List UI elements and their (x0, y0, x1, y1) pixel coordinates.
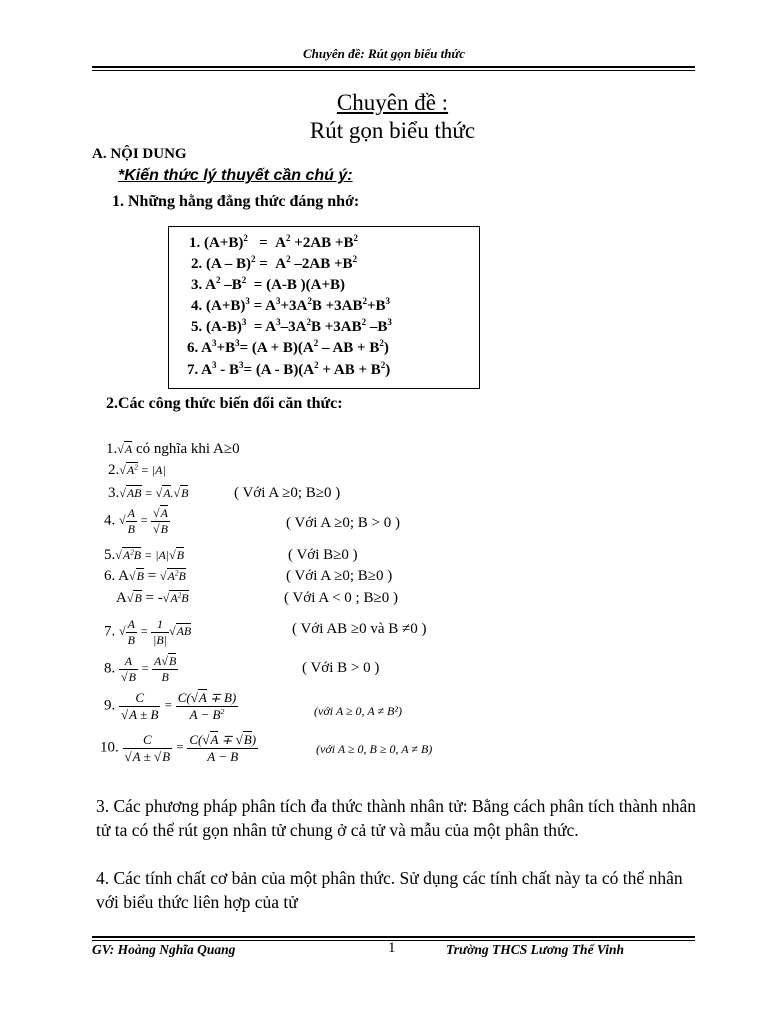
formula-7-condition: ( Với AB ≥0 và B ≠0 ) (292, 621, 427, 637)
footer-teacher: GV: Hoàng Nghĩa Quang (92, 942, 236, 957)
formula-6b-condition: ( Với A < 0 ; B≥0 ) (284, 590, 398, 606)
footer-rule (92, 936, 695, 938)
formula-10: 10. $\frac{C}{√A \pm √B}$ = $\frac{C(√A \mp √B)}{A - B}$ (100, 732, 257, 764)
formula-6b: $A√B = -√A^2B$ (116, 590, 189, 606)
identity-7: 7. $A^3 - B^3= (A - B)(A^2$ + AB + $B^2$) (187, 360, 391, 378)
identity-5: 5. $(A-B)^3 = A^3-3A^2B +3AB^2$ $-B^3$ (191, 317, 392, 335)
formula-3-condition: ( Với A ≥0; B≥0 ) (234, 485, 341, 501)
identity-1: 1. $(A+B)^2 = A^2 +2AB +B^2$ (189, 233, 358, 251)
page-number: 1 (388, 940, 396, 956)
page-title: Chuyên đề : (336, 90, 449, 115)
formula-6a-condition: ( Với A ≥0; B≥0 ) (286, 568, 393, 584)
header-rule-thin (92, 70, 695, 71)
formula-7: 7. √ $\frac{A}{B}$ = $\frac{1}{|B|}$ √AB (104, 617, 192, 647)
footer-school: Trường THCS Lương Thế Vinh (446, 942, 624, 957)
formula-4: 4. √ $\frac{A}{B}$ = $\frac{√A}{√B}$ (104, 506, 168, 536)
identity-4: 4. $(A+B)^3 = A^3+3A^2B +3AB^2+B^3$ (191, 296, 391, 314)
paragraph-3: 3. Các phương pháp phân tích đa thức thành nhân tử: Bằng cách phân tích thành nhân tử ta có thể rút gọn nhân tử chung ở cả tử và mẫu của một phân thức. (96, 796, 696, 840)
identity-3: 3. $A^2$ $-B^2 = (A-B$ )(A+B) (191, 275, 346, 293)
page-subtitle: Rút gọn biểu thức (309, 118, 476, 143)
formula-4-condition: ( Với A ≥0; B > 0 ) (286, 515, 400, 531)
formula-8-condition: ( Với B > 0 ) (302, 660, 380, 676)
formula-9: 9. $\frac{C}{√A \pm B}$ = $\frac{C(√A \mp B)}{A - B^2}$ (104, 690, 237, 722)
radical-formulas-heading: 2.Các công thức biến đổi căn thức: (106, 395, 343, 412)
identities-heading: 1. Những hằng đẳng thức đáng nhớ: (112, 193, 360, 210)
formula-1: 1.√A có nghĩa khi A≥0 (106, 441, 240, 457)
formula-3: 3.√AB = √A.√B (108, 485, 189, 501)
theory-heading: *Kiến thức lý thuyết cần chú ý: (118, 167, 353, 184)
running-header: Chuyên đề: Rút gọn biểu thức (302, 46, 465, 61)
formula-5-condition: ( Với B≥0 ) (288, 547, 358, 563)
paragraph-4: 4. Các tính chất cơ bản của một phân thức. Sử dụng các tính chất này ta có thể nhân với biểu thức liên hợp của tử (96, 868, 683, 912)
identities-box (168, 226, 480, 389)
formula-8: 8. $\frac{A}{√B}$ = $\frac{A√B}{B}$ (104, 654, 177, 684)
formula-5: $5.√A^2B = |A|√B$ (104, 547, 185, 563)
formula-9-condition: (với A ≥ 0, A ≠ B²) (314, 704, 402, 718)
formula-10-condition: (với A ≥ 0, B ≥ 0, A ≠ B) (316, 742, 433, 756)
formula-6a: 6. $A√B = √A^2B$ (104, 568, 186, 584)
formula-2: $2.√A^2 = |A|$ (108, 462, 166, 478)
identity-6: 6. $A^3+B^3= (A + B)(A^2$ – AB + $B^2$) (187, 338, 389, 356)
header-rule (92, 66, 695, 68)
section-a-heading: A. NỘI DUNG (92, 146, 187, 162)
identity-2: 2. $(A - B)^2 = A^2$ $-2AB +B^2$ (191, 254, 358, 272)
